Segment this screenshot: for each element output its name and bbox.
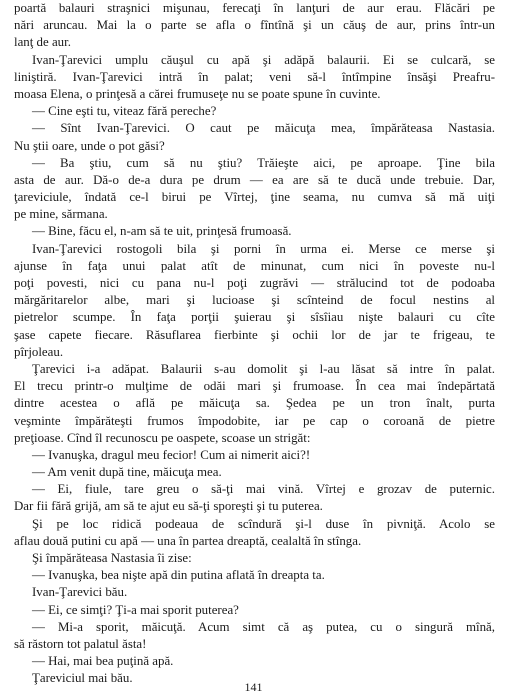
text-line: Şi împărăteasa Nastasia îi zise: bbox=[32, 551, 192, 565]
text-line: liniştiră. Ivan-Ţarevici intră în palat; veni să-l întîmpine însăşi Preafru- bbox=[14, 69, 495, 84]
text-line: — Ei, ce simţi? Ţi-a mai sporit puterea? bbox=[32, 602, 239, 617]
text-line: Nu ştii oare, unde o pot găsi? bbox=[14, 138, 165, 153]
text-line: Şi pe loc ridică podeaua de scîndură şi-l duse în pivniţă. Acolo se bbox=[32, 516, 495, 531]
text-line: mărgăritarelor albe, mari şi lucioase şi scînteind de focul nestins al bbox=[14, 293, 495, 308]
text-line: pietrelor scumpe. În faţa porţii şuierau şi sîsîiau nişte balauri cu cîte bbox=[14, 310, 495, 325]
text-line: — Hai, mai bea puţină apă. bbox=[32, 654, 174, 669]
text-line: să răstorn tot palatul ăsta! bbox=[14, 636, 147, 651]
text-line: preţioase. Cînd îl recunoscu pe oaspete, scoase un strigăt: bbox=[14, 430, 311, 445]
text-line: Ţarevici i-a adăpat. Balaurii s-au domolit şi l-au lăsat să intre în palat. bbox=[32, 361, 495, 376]
text-line: poartă balauri straşnici mişunau, ferecaţi în lanţuri de aur erau. Flăcări pe bbox=[14, 1, 495, 15]
text-line: ajunse în faţa unui palat atît de minunat, cum nici în poveste nu-l bbox=[14, 258, 495, 273]
text-line: Ivan-Ţarevici umplu căuşul cu apă şi adăpă balaurii. Ei se culcară, se bbox=[32, 52, 495, 67]
text-line: — Ivanuşka, bea nişte apă din putina aflată în dreapta ta. bbox=[32, 568, 325, 583]
text-line: pîrjoleau. bbox=[14, 344, 64, 359]
text-line: şase capete fiecare. Răsuflarea fierbinte şi ochii lor de jar te frigeau, te bbox=[14, 327, 495, 342]
text-line: moasa Elena, o prinţesă a cărei frumuseţe nu se poate spune în cuvinte. bbox=[14, 86, 381, 101]
text-line: poţi povesti, nici cu pana nu-l poţi zugrăvi — strălucind tot de podoaba bbox=[14, 276, 495, 290]
text-line: — Cine eşti tu, viteaz fără pereche? bbox=[32, 104, 217, 119]
text-line: dintre acestea o află pe măicuţa sa. Şedea pe un tron înalt, purta bbox=[14, 396, 495, 411]
text-line: Ţareviciul mai bău. bbox=[32, 671, 133, 686]
text-line: pe mine, sărmana. bbox=[14, 207, 108, 222]
text-line: ţareviciule, îndată ce-l birui pe Vîrtej, ţine seama, nu cumva să mă uiţi bbox=[14, 190, 495, 205]
text-line: El trecu printr-o mulţime de odăi mari şi frumoase. În cea mai îndepărtată bbox=[14, 379, 495, 394]
page-number: 141 bbox=[244, 680, 263, 694]
text-line: lanţ de aur. bbox=[14, 35, 71, 50]
text-line: — Ivanuşka, dragul meu fecior! Cum ai nimerit aici?! bbox=[32, 447, 311, 462]
text-line: asta de aur. Dă-o de-a dura pe drum — ea are să te ducă unde trebuie. Dar, bbox=[14, 172, 495, 187]
text-line: aflau două putini cu apă — una în partea dreaptă, cealaltă în stînga. bbox=[14, 533, 362, 548]
text-line: Ivan-Ţarevici rostogoli bila şi porni în urma ei. Merse ce merse şi bbox=[32, 241, 495, 256]
text-line: Ivan-Ţarevici bău. bbox=[32, 585, 128, 600]
text-line: Dar fii fără grijă, am să te ajut eu să-ţi sporeşti şi tu puterea. bbox=[14, 499, 323, 514]
text-line: — Am venit după tine, măicuţa mea. bbox=[32, 465, 222, 480]
text-line: — Sînt Ivan-Ţarevici. O caut pe măicuţa mea, împărăteasa Nastasia. bbox=[32, 121, 495, 136]
text-line: — Bine, făcu el, n-am să te uit, prinţesă frumoasă. bbox=[32, 224, 292, 239]
text-line: — Mi-a sporit, măicuţă. Acum simt că aş putea, cu o singură mînă, bbox=[32, 619, 495, 634]
text-line: — Ba ştiu, cum să nu ştiu? Trăieşte aici, pe aproape. Ţine bila bbox=[32, 155, 495, 170]
text-line: nări aruncau. Mai la o parte se afla o fîntînă şi un căuş de aur, prins într-un bbox=[14, 18, 495, 33]
body-text bbox=[14, 0, 495, 688]
text-line: — Ei, fiule, tare greu o să-ţi mai vină. Vîrtej e grozav de puternic. bbox=[32, 482, 495, 497]
text-line: veşminte împărăteşti frumos împodobite, iar pe cap o coroană de pietre bbox=[14, 413, 495, 428]
